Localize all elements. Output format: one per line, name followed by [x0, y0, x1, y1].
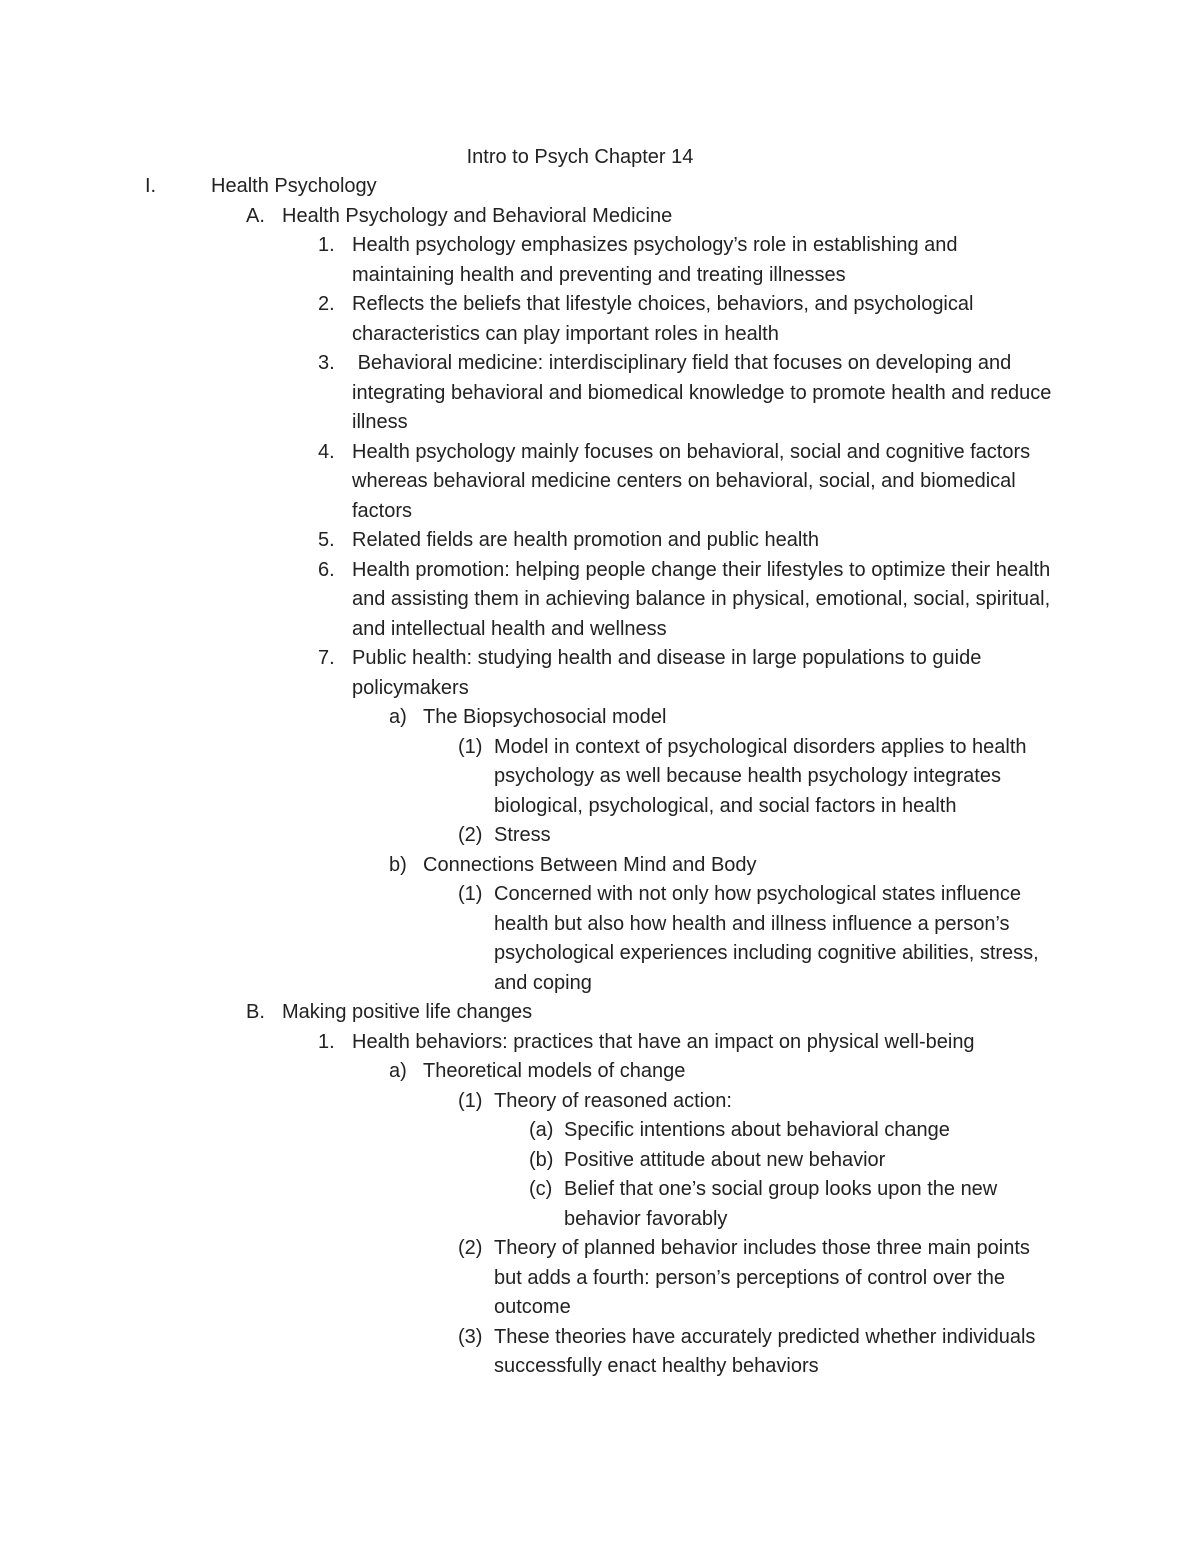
- outline-marker: b): [389, 853, 407, 876]
- outline-item: [0, 231, 1062, 290]
- outline-text: Reflects the beliefs that lifestyle choices, behaviors, and psychological characteristics can play important roles in health: [352, 293, 980, 345]
- outline-item: [0, 438, 1062, 527]
- outline-marker: (2): [458, 1237, 483, 1259]
- outline-text: Making positive life changes: [282, 1001, 533, 1023]
- outline-text: Theoretical models of change: [423, 1060, 686, 1082]
- outline-text: Health psychology mainly focuses on behavioral, social and cognitive factors whereas behavioral medicine centers on behavioral, social, and biomedical factors: [352, 440, 1036, 522]
- outline-marker: a): [389, 1060, 407, 1082]
- outline-item: [0, 1057, 1062, 1087]
- outline-text: These theories have accurately predicted whether individuals successfully enact healthy behaviors: [494, 1325, 1041, 1377]
- outline-item: [0, 1087, 1062, 1117]
- outline-marker: (1): [458, 735, 483, 758]
- outline-item: [0, 1234, 1062, 1323]
- outline-marker: a): [389, 706, 407, 728]
- document-title: Intro to Psych Chapter 14: [466, 146, 694, 168]
- outline-marker: 1.: [318, 1030, 335, 1053]
- outline-text: Health promotion: helping people change their lifestyles to optimize their health and assisting them in achieving balance in physical, emotional, social, spiritual, and intellectual health and wellness: [352, 558, 1056, 640]
- outline-list: [0, 172, 1200, 1382]
- outline-text: Connections Between Mind and Body: [423, 853, 757, 876]
- outline-text: Belief that one’s social group looks upon the new behavior favorably: [564, 1178, 1003, 1230]
- outline-item: [0, 998, 1062, 1028]
- outline-item: [0, 172, 1062, 202]
- outline-marker: 3.: [318, 352, 335, 374]
- outline-text: Related fields are health promotion and public health: [352, 529, 819, 551]
- outline-marker: 4.: [318, 440, 335, 463]
- outline-marker: (a): [529, 1119, 554, 1141]
- outline-item: [0, 1116, 1062, 1146]
- outline-item: [0, 526, 1062, 556]
- outline-marker: B.: [246, 1001, 265, 1023]
- outline-item: [0, 556, 1062, 645]
- outline-item: [0, 733, 1062, 822]
- outline-item: [0, 1146, 1062, 1176]
- outline-text: Health psychology emphasizes psychology’s role in establishing and maintaining health and preventing and treating illnesses: [352, 234, 964, 286]
- outline-marker: (3): [458, 1325, 483, 1348]
- outline-text: Health Psychology: [211, 175, 377, 197]
- outline-marker: (b): [529, 1148, 554, 1171]
- outline-text: Concerned with not only how psychological states influence health but also how health and illness influence a person’s psychological experiences including cognitive abilities, stress, and coping: [494, 883, 1045, 994]
- outline-text: Public health: studying health and disease in large populations to guide policymakers: [352, 647, 987, 699]
- outline-marker: 6.: [318, 558, 335, 581]
- outline-text: Health Psychology and Behavioral Medicine: [282, 204, 673, 227]
- outline-text: Health behaviors: practices that have an impact on physical well-being: [352, 1030, 975, 1053]
- outline-text: Theory of planned behavior includes those three main points but adds a fourth: person’s perceptions of control over the outcome: [494, 1237, 1036, 1318]
- outline-text: Behavioral medicine: interdisciplinary field that focuses on developing and integrating behavioral and biomedical knowledge to promote health and reduce illness: [352, 352, 1057, 433]
- outline-item: [0, 1323, 1062, 1382]
- outline-marker: A.: [246, 204, 265, 227]
- outline-item: [0, 202, 1062, 232]
- outline-marker: 7.: [318, 647, 335, 669]
- outline-item: [0, 349, 1062, 438]
- outline-item: [0, 821, 1062, 851]
- outline-item: [0, 880, 1062, 998]
- outline-item: [0, 644, 1062, 703]
- outline-text: Stress: [494, 824, 551, 846]
- outline-marker: I.: [145, 175, 157, 197]
- outline-marker: (1): [458, 883, 483, 905]
- outline-text: Specific intentions about behavioral change: [564, 1119, 950, 1141]
- outline-text: Theory of reasoned action:: [494, 1089, 732, 1112]
- outline-item: [0, 1175, 1062, 1234]
- outline-marker: 2.: [318, 293, 335, 315]
- outline-marker: 1.: [318, 234, 335, 256]
- outline-item: [0, 290, 1062, 349]
- outline-marker: 5.: [318, 529, 335, 551]
- outline-item: [0, 1028, 1062, 1058]
- outline-marker: (1): [458, 1089, 483, 1112]
- outline-item: [0, 851, 1062, 881]
- outline-text: Positive attitude about new behavior: [564, 1148, 886, 1171]
- outline-text: Model in context of psychological disorders applies to health psychology as well because health psychology integrates biological, psychological, and social factors in health: [494, 735, 1033, 817]
- outline-item: [0, 703, 1062, 733]
- outline-marker: (c): [529, 1178, 553, 1200]
- outline-text: The Biopsychosocial model: [423, 706, 667, 728]
- outline-marker: (2): [458, 824, 483, 846]
